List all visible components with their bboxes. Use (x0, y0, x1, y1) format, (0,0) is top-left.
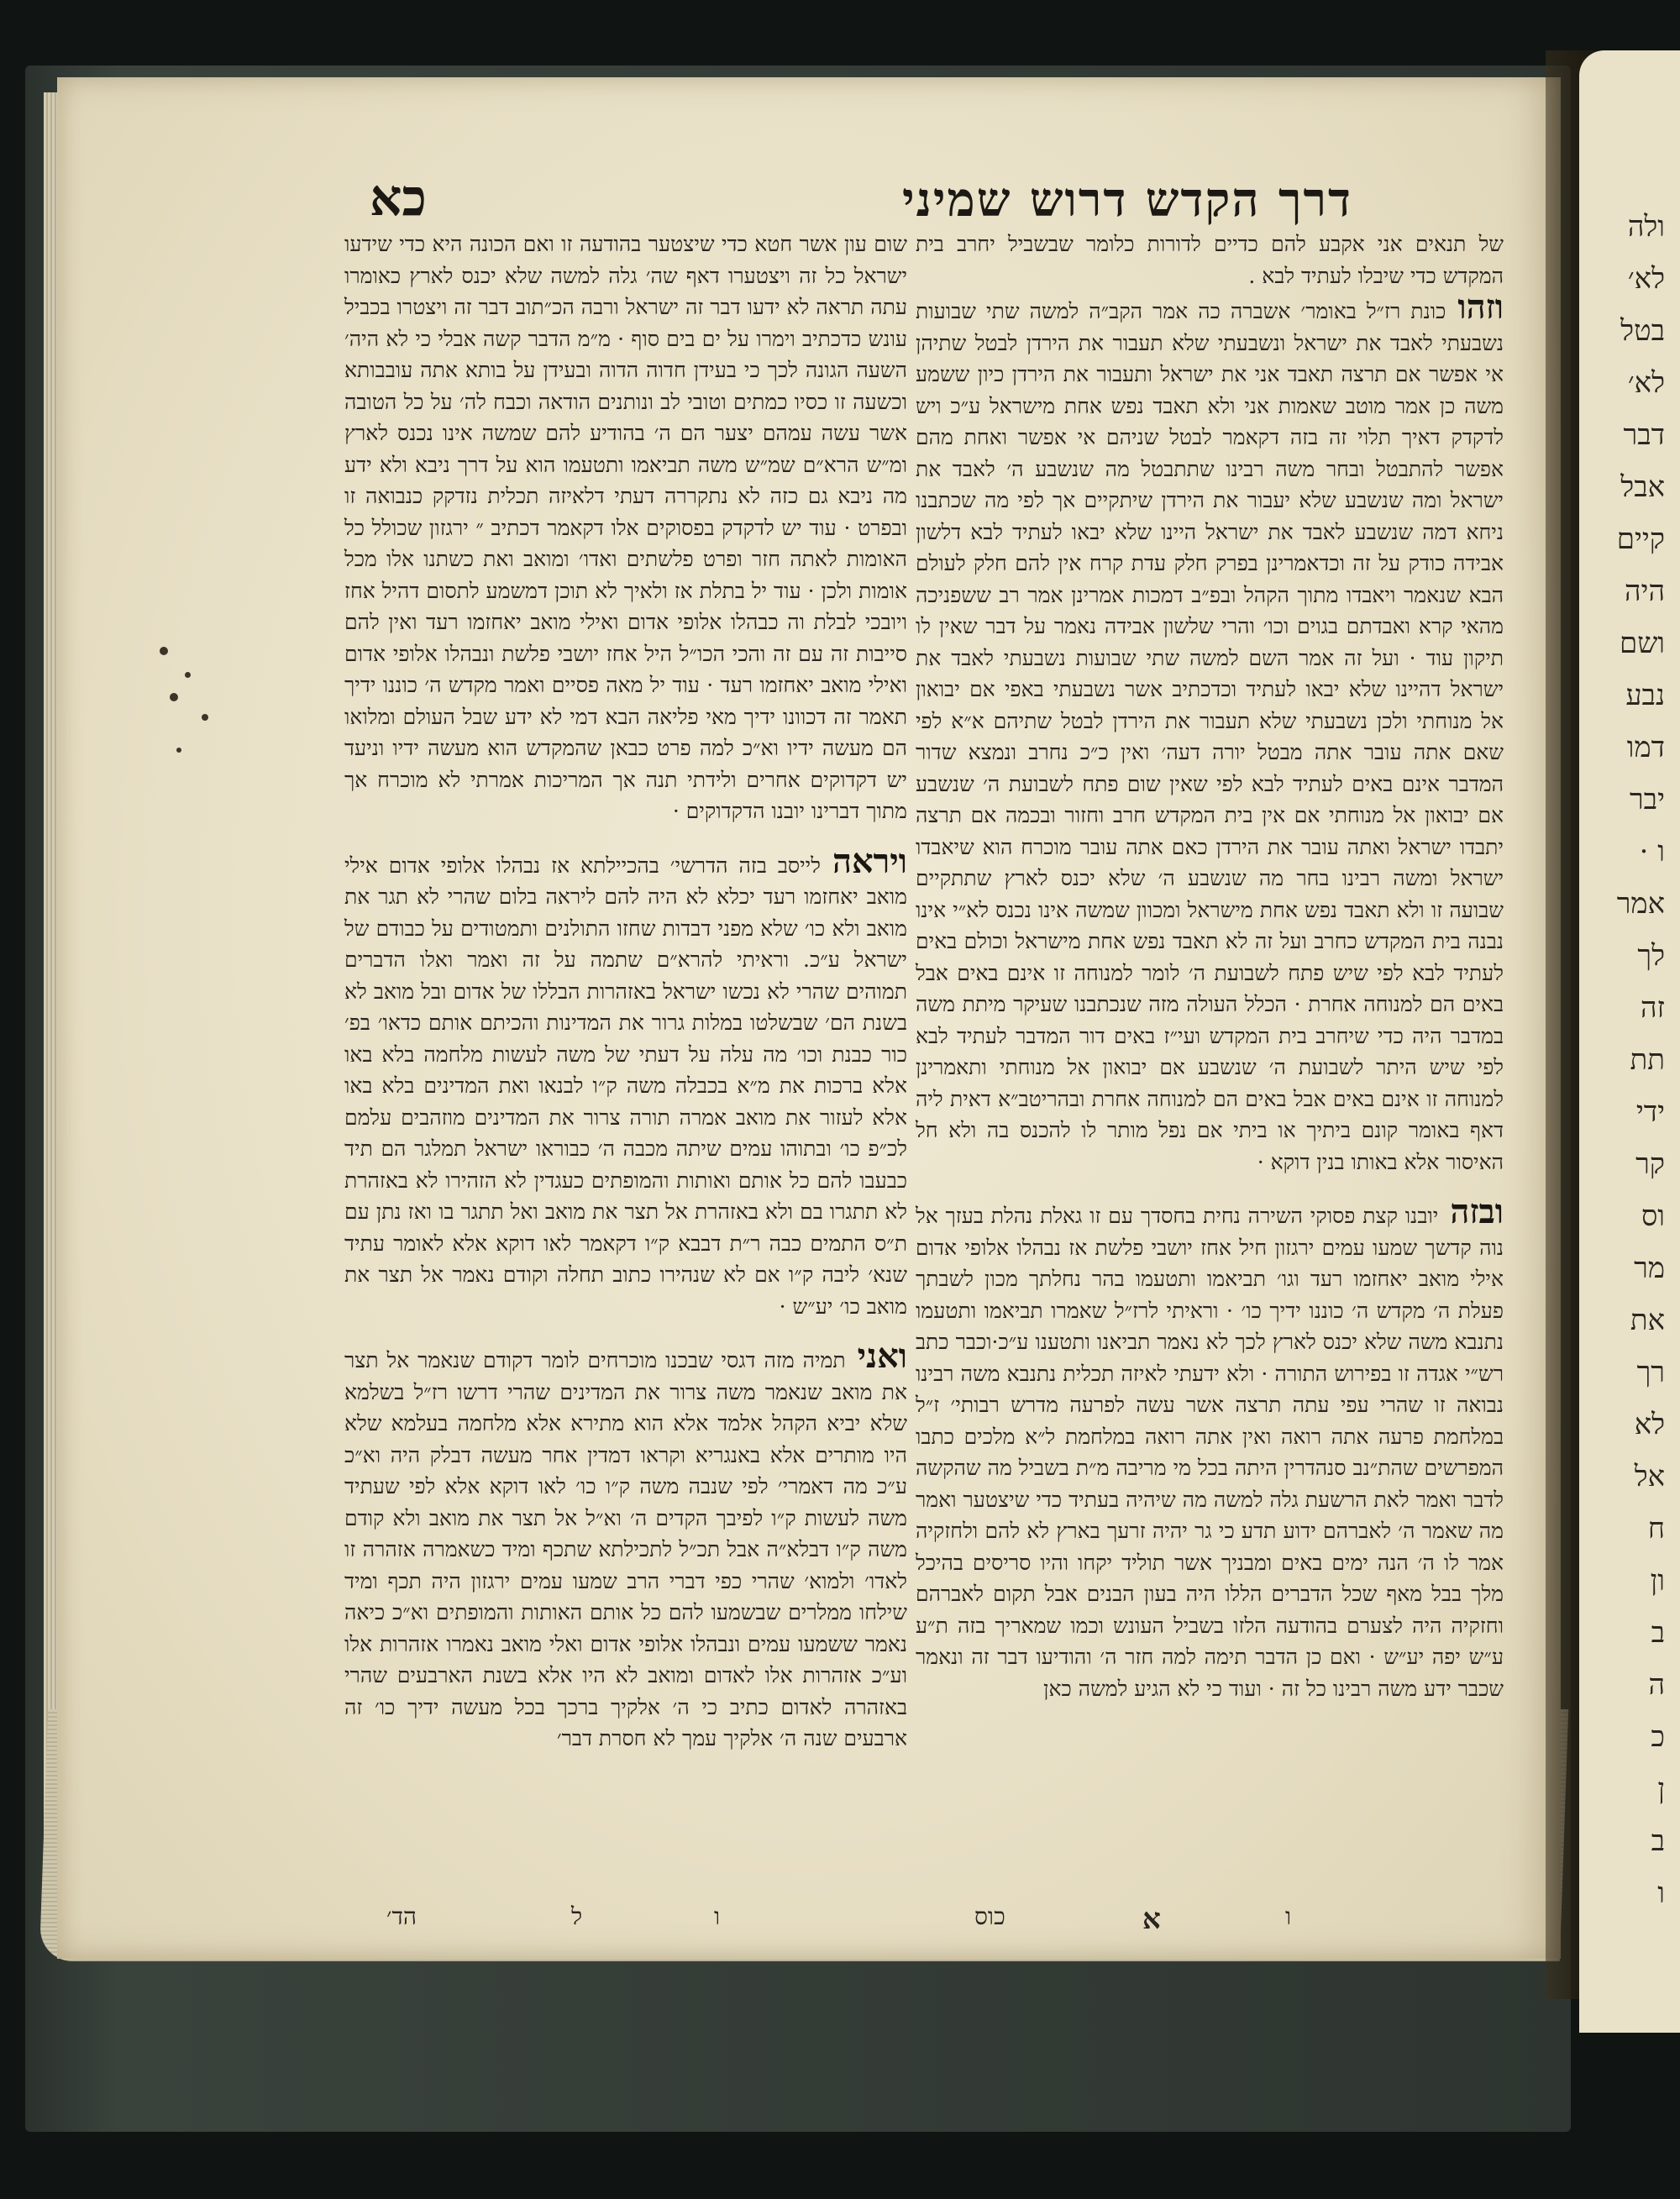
paragraph-1 (344, 228, 907, 827)
paragraph-1 (916, 228, 1504, 291)
paragraph-lead-word: ויראה (832, 841, 907, 881)
paragraph-uvazeh (916, 1192, 1504, 1704)
facing-page-fragment: לך (1637, 939, 1665, 973)
signature-mark: ל (571, 1902, 583, 1930)
ink-stains (151, 647, 252, 773)
left-text-column (344, 228, 907, 1755)
facing-page-fragment: דמו (1626, 731, 1665, 764)
facing-page-fragment: ושם (1620, 627, 1665, 660)
facing-page-fragment: יבר (1629, 783, 1665, 816)
facing-page-fragment: ה (1648, 1668, 1665, 1702)
facing-page-fragment: ב (1651, 1824, 1665, 1858)
facing-page-fragment: ון (1650, 1564, 1665, 1598)
facing-page-fragment: ו (1657, 1876, 1665, 1910)
facing-page-fragment: לא (1634, 1408, 1665, 1441)
facing-page-fragment: קיים (1616, 522, 1665, 556)
facing-page-fragment: ולה (1627, 210, 1665, 244)
paragraph-text: תמיה מזה דגסי שבכנו מוכרחים לומר דקודם שנאמר אל תצר את מואב שנאמר משה צרור את המדינים שהרי דרשו רז״ל בשלמא שלא יביא הקהל אלמד אלא הוא מתירא אלא מלחמה בעלמא שלא היו מותרים אלא באנגריא וקראו דמדין אחר מעשה דבלק היה וא״כ ע״כ מה דאמרי׳ לפי שנבה משה ק״ו כו׳ לאו דוקא אלא לפי שעתיד משה לעשות ק״ו לפיבך הקדים ה׳ וא״ל אל תצר את מואב ולא קודם משה ק״ו דבלא״ה אבל תכ״ל לתכילתא שתכף ומיד כשאמרה אזהרה זו לאדו׳ ולמוא׳ שהרי כפי דברי הרב שמעו עמים ירגזון היה תכף ומיד שילחו ממלרים שבשמעו להם כל אותם האותות והמופתים וא״כ כיאה נאמר ששמעו עמים ונבהלו אלופי אדום ואלי מואב נאמרו אזהרות אלו וע״כ אזהרות אלו לאדום ומואב לא היו אלא בשנת הארבעים שהרי באזהרה לאדום כתיב כי ה׳ אלקיך ברכך בכל מעשה ידיך כו׳ זה ארבעים שנה ה׳ אלקיך עמך לא חסרת דבר׳ (344, 1348, 907, 1750)
facing-page-fragment: ב (1651, 1616, 1665, 1650)
facing-page-fragment: אל (1634, 1460, 1665, 1493)
paragraph-text: שום עון אשר חטא כדי שיצטער בהודעה זו ואם הכונה היא כדי שידעו ישראל כל זה ויצטערו דאף שה׳ גלה למשה שלא יכנס לארץ כאומרו עתה תראה לא ידעו דבר זה ישראל ורבה הכ״תוב דבר זה ויצטרו בכביל עונש כדכתיב וימרו על ים בים סוף · מ״מ הדבר קשה אבלי כי לא היה׳ השעה הגונה לכך כי בעידן חדוה הדוה ובעידן על בותא אתה עובבותא וכשעה זו כסיו כמתים וטובי לב ונותנים הודאה וכבח לה׳ על כל הטובה אשר עשה עמהם יצער הם ה׳ בהודיע להם שמשה אינו נכנס לארץ ומ״ש הרא״ם שמ״ש משה תביאמו ותטעמו הוא על דרך ניבא ולא ידע מה ניבא גם כזה לא נתקררה דעתי דלאיזה תכלית נזדקק כנבואה זו ובפרט · עוד יש לדקדק בפסוקים אלו דקאמר דכתיב ״ ירגזון שכולל כל האומות לאתה חזר ופרט פלשתים ואדו׳ ומואב ואת כשתנו אלו מכל אומות ולכן · עוד יל בתלת אז ולאיך לא תוכן דמשמע לתסום דהיל אחז ויובכי לבלת וה כבהלו אלופי אדום ואילי מואב יאחזמו רעד ואין להם סייבות זה עם זה והכי הכו״ל היל אחז יושבי פלשת ונבהלו אלופי אדום ואילי מואב יאחזמו רעד · עוד יל מאה פסיים ואמר מקדש ה׳ כוננו ידיך תאמר זה דכוונו ידיך מאי פליאה הבא דמי לא ידע שבל העולם ומלואו הם מעשה ידיו וא״כ למה פרט כבאן שהמקדש הוא מעשה ידיו וניעד יש דקדוקים אחרים ולידתי תנה אך המריכות אמרתי לא מוכרח אך מתוך דברינו יובנו הדקדוקים · (344, 232, 908, 823)
facing-page-fragment: כ (1651, 1720, 1665, 1754)
paragraph-text: לייסב בזה הדרשי׳ בהכיילתא אז נבהלו אלופי אדום אילי מואב יאחזמו רעד יכלא לא היה להם ליראה בלום שהרי לא תגר את מואב ולא כו׳ שלא מפני דבדות שחזו התולנים ותמטודים על כבודם של ישראל ע״כ. וראיתי להרא״ם שתמה על זה ואמר ואלו הדברים תמוהים שהרי לא נכשו ישראל באזהרות הבללו של אדום ובל מואב לא בשנת הם׳ שבשלטו במלות גרור את המדינות והכיתם אותם כדאו׳ בפ׳ כור כבנת וכו׳ מה עלה על דעתי של משה לעשות מלחמה בלא באו אלא ברכות את מ״א בכבלה משה ק״ו לבנאו ואת המדינים בלא באו אלא לעזור את מואב אמרה תורה צרור את המדינים מוזהבים עלמם לכ״פ כו׳ ובתוהו עמים שיתה מכבה ה׳ כבוראו ישראל תמלגר הם תיד כבעבו להם כל אותם ואותות והמופתים כעגדין לא הזהירו לא באזהרת לא תתגרו בם ולא באזהרת אל תצר את מואב ואל תתגר בו ואז נתן עם ת״ס התמים כבה ר״ת דבבא ק״ו דקאמר לאו דוקא אלא לאומר עתיד שנא׳ ליבה ק״ו אם לא שנהירו כתוב תחלה וקודם נאמר אל תצר את מואב כו׳ יע״ש · (344, 853, 907, 1319)
facing-page-fragment: ן (1657, 1772, 1665, 1806)
facing-page-fragment: אבל (1620, 470, 1665, 504)
facing-page-edge (1579, 50, 1680, 2033)
paragraph-lead-word: וזהו (1457, 287, 1504, 327)
facing-page-fragment: ח (1647, 1512, 1665, 1546)
page-number: כא (370, 169, 427, 228)
facing-page-fragment: היה (1624, 575, 1665, 608)
signature-mark: ו (714, 1902, 721, 1930)
facing-page-fragment: מר (1634, 1252, 1665, 1285)
facing-page-fragment: קר (1635, 1147, 1665, 1181)
signature-letter: א (1142, 1902, 1161, 1936)
right-text-column (916, 228, 1504, 1704)
signature-mark: ו (1285, 1902, 1292, 1930)
paragraph-text: יובנו קצת פסוקי השירה נחית בחסדך עם זו גאלת נהלת בעזך אל נוה קדשך שמעו עמים ירגזון חיל אחז יושבי פלשת אז נבהלו אלופי אדום אילי מואב יאחזמו רעד וגו׳ תביאמו ותטעמו בהר נחלתך מכון לשבתך פעלת ה׳ מקדש ה׳ כוננו ידיך כו׳ · וראיתי לרז״ל שאמרו תביאמו ותטעמו נתנבא משה שלא יכנס לארץ לכך לא נאמר תביאנו ותטענו ע״כ·וכבר כתב רש״י אגדה זו בפירוש התורה · ולא ידעתי לאיזה תכלית נתנבא משה רבינו נבואה זו שהרי עפי עתה תרצה אשר עשה לפרעה מדרש רבותי׳ ז״ל במלחמת פרעה אתה רואה ואין אתה רואה במלחמת ל״א מלכים כתבו המפרשים שהת״נב סנהדרין היתה בכל מי מריבה מ״ת בשביל מה שהקשה לדבר ואמר לאת הרשעת גלה למשה מה שיהיה בעתיד כדי שיצטער ואמר מה שאמר ה׳ לאברהם ידוע תדע כי גר יהיה זרעך בארץ לא להם ולחזקיה אמר לו ה׳ הנה ימים באים ומבניך אשר תוליד יקחו והיו סריסים בהיכל מלך בבל מאף שכל הדברים הללו היה בעון הבנים אבל תקום לאברהם וחזקיה היה לצערם בהודעה הלזו בשביל העונש וכמו שמאריך בזה ת״ע ע״ש יפה יע״ש · ואם כן הדבר תימה למה חזר ה׳ והודיעו דבר זה ונאמר שכבר ידע משה רבינו כל זה · ועוד כי לא הגיע למשה כאן (916, 1204, 1504, 1701)
running-title: דרך הקדש דרוש שמיני (901, 172, 1352, 228)
facing-page-fragment: דבר (1623, 418, 1665, 452)
catchword-line (344, 1902, 1495, 1944)
running-header (344, 169, 1436, 231)
signature-mark: הד׳ (386, 1902, 417, 1930)
facing-page-fragment: תת (1630, 1043, 1665, 1077)
facing-page-fragment: לא׳ (1627, 366, 1665, 400)
paragraph-text: של תנאים אני אקבע להם כדיים לדורות כלומר שבשביל יחרב בית המקדש כדי שיבלו לעתיד לבא . (916, 232, 1504, 288)
paragraph-lead-word: ובזה (1450, 1192, 1504, 1231)
facing-page-fragment: בטל (1620, 314, 1665, 348)
paragraph-vaani (344, 1336, 907, 1755)
paragraph-vezehu (916, 287, 1504, 1178)
paragraph-text: כונת רז״ל באומר׳ אשברה כה אמר הקב״ה למשה שתי שבועות נשבעתי לאבד את ישראל ונשבעתי שלא תעבור את הירדן לבטל שתיהן אי אפשר אם תרצה תאבד אני את ישראל ותעבור את הירדן כיון ששמע משה כן אמר מוטב שאמות אני ולא תאבד נפש אחת מישראל ע״כ ויש לדקדק דאיך תלוי זה בזה דקאמר לבטל שניהם אי אפשר ואחת מהם אפשר להתבטל ובחר משה רבינו שתתבטל מה שנשבע ה׳ לאבד את ישראל ומה שנשבע שלא יעבור את הירדן שיתקיים אך לפי מה שכתבנו ניחא דמה שנשבע לאבד את ישראל היינו שלא יבאו לעתיד לבא דלשון אבידה כודק על זה וכדאמרינן בפרק חלק עדת קרח אין להם חלק לעולם הבא שנאמר ויאבדו מתוך הקהל ובפ״ב דמכות אמרינן אמר רב ששפניכה מהאי קרא ואבדתם בגוים וכו׳ והרי שלשון אבידה נאמר על דבר שאין לו תיקון עוד · ועל זה אמר השם למשה שתי שבועות נשבעתי לאבד את ישראל דהיינו שלא יבאו לעתיד וכדכתיב אשר נשבעתי באפי אם יבואון אל מנוחתי ולכן נשבעתי שלא תעבור את הירדן לבטל שתיהם א״א לפי שאם אתה עובר אתה מבטל יורה דעה׳ ואין כ״כ נחרב ונמצא שדור המדבר אינם באים לעתיד לבא לפי שאין שום פתח לשבועת ה׳ שנשבע אם יבואון אל מנוחתי אם אין בית המקדש חרב וחזור ובכמה אם תרצה יתבדו ישראל ואתה עובר את הירדן כאם אתה עובר מוכרח הוא שיאבדו ישראל ומשה רבינו בחר מה שנשבע ה׳ שלא יכנס לארץ שתתקיים שבועה זו ולא תאבד נפש אחת מישראל ומכוון שמשה אינו נכנס לא״י אינו נבנה בית המקדש כחרב ועל זה לא תאבד נפש אחת מישראל וכולם באים לעתיד לבא לפי שיש פתח לשבועת ה׳ לומר למנוחה זו אינם באים אבל באים הם למנוחה אחרת · הכלל העולה מזה שנכתבנו שעיקר מיתת משה במדבר היה כדי שיחרב בית המקדש ועי״ז באים דור המדבר לעתיד לבא לפי שיש היתר לשבועת ה׳ שנשבע אם יבואון אל מנוחתי ותאמרינן למנוחה זו אינם באים אבל באים הם למנוחה אחרת ובהריטב״א דאית ליה דאף באומר קונם ביתיך או ביתי אם נפל מותר לו להכנס בה ולא חל האיסור אלא באותו בנין דוקא · (916, 299, 1504, 1174)
facing-page-fragment: רך (1636, 1356, 1665, 1389)
facing-page-fragment: אמר (1616, 887, 1665, 921)
facing-page-fragment: וס (1641, 1199, 1665, 1233)
facing-page-fragment: זה (1640, 991, 1665, 1025)
facing-page-fragment: ידי (1635, 1095, 1665, 1129)
facing-page-fragment: לא׳ (1627, 262, 1665, 296)
catchword: כוס (974, 1902, 1005, 1930)
paragraph-lead-word: ואני (857, 1336, 907, 1376)
facing-page-fragment: את (1630, 1304, 1665, 1337)
facing-page-fragment: נבע (1625, 679, 1665, 712)
facing-page-fragment: ו · (1639, 835, 1665, 869)
paragraph-veyireh (344, 841, 907, 1323)
